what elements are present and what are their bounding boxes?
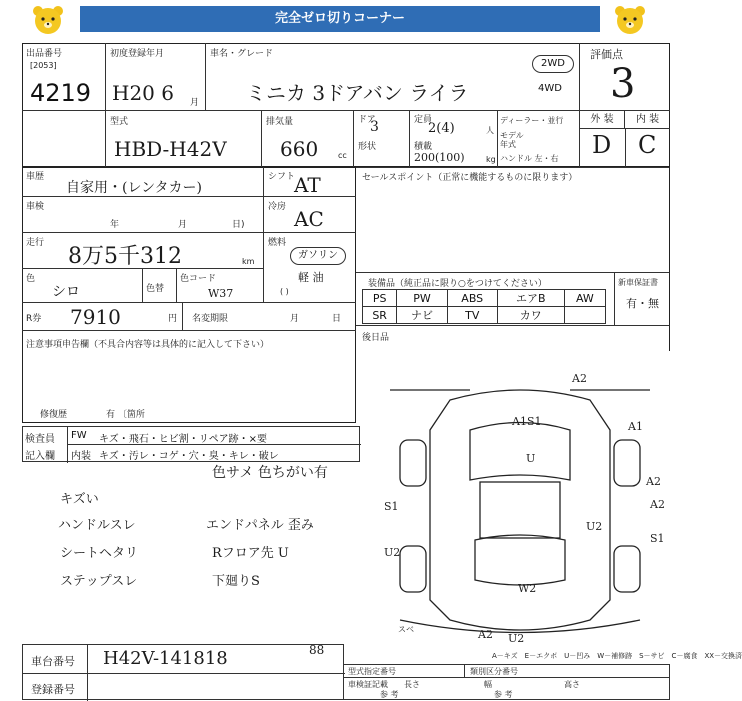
note-right-3: 下廻りS <box>212 574 260 589</box>
displacement-unit: cc <box>338 151 347 160</box>
load-unit: kg <box>486 155 496 164</box>
note-color: 色サメ 色ちがい有 <box>212 465 328 481</box>
car-name-cell <box>206 43 526 111</box>
cert-box <box>344 664 670 700</box>
damage-mark: U2 <box>586 520 603 533</box>
dim-label: 車検証記載 <box>348 680 388 689</box>
mileage-label: 走行 <box>26 238 45 248</box>
header-banner <box>0 0 700 40</box>
mascot-bear-icon <box>612 4 648 36</box>
exterior-label: 外 装 <box>580 111 625 129</box>
ac-value: AC <box>294 207 324 231</box>
capacity-cell <box>410 111 498 167</box>
chassis-hline <box>23 673 345 674</box>
damage-mark: U2 <box>508 632 525 645</box>
repair-label: 修復歴 <box>40 410 68 420</box>
inspection-label: 車検 <box>26 202 45 212</box>
mileage-row <box>22 233 264 269</box>
windshield <box>470 423 570 481</box>
history-label: 車歴 <box>26 172 45 182</box>
lot-number: 4219 <box>30 79 92 107</box>
note-left-2: ハンドルスレ <box>58 518 136 533</box>
equipment-table <box>362 289 606 324</box>
inspection-day: 日) <box>232 220 245 230</box>
doors-label: ドア <box>358 115 376 125</box>
fuel-gasoline: ガソリン <box>290 247 346 265</box>
color-value: シロ <box>52 284 80 300</box>
displacement-value: 660 <box>280 137 319 161</box>
color-code-label: 色コード <box>180 274 217 284</box>
fuel-diesel: 軽 油 <box>298 271 324 284</box>
fw-items: キズ・飛石・ヒビ割・リペア跡・×要 <box>99 434 267 445</box>
inspection-year: 年 <box>110 220 120 230</box>
damage-mark: A2 <box>478 628 493 641</box>
damage-mark: A1 <box>628 420 643 433</box>
grade-cell <box>580 43 670 111</box>
length-label: 長さ <box>404 680 420 689</box>
note-left-4: ステップスレ <box>60 574 138 589</box>
note-right-1: エンドパネル 歪み <box>206 518 314 533</box>
chassis-label: 車台番号 <box>31 655 75 668</box>
history-value: 自家用・(レンタカー) <box>66 180 203 196</box>
rear-window <box>475 535 565 585</box>
ref-label-1: 参 考 <box>380 690 399 699</box>
interior-value: C <box>638 131 657 159</box>
reg-month-unit: 月 <box>190 98 200 108</box>
damage-mark: U2 <box>384 546 401 559</box>
front-left-wheel <box>400 440 426 486</box>
reg-year-value: H20 6 <box>112 81 174 105</box>
r-ken-row <box>22 303 356 331</box>
grade-value: 3 <box>610 61 636 107</box>
displacement-cell <box>262 111 354 167</box>
equip-sr: SR <box>363 307 397 324</box>
cert-vline <box>464 665 465 677</box>
rear-left-wheel <box>400 546 426 592</box>
sales-point-label: セールスポイント（正常に機能するものに限ります） <box>362 173 578 183</box>
fw-label: FW <box>71 430 87 441</box>
banner-title: 完全ゼロ切りコーナー <box>80 6 600 32</box>
lot-label: 出品番号 <box>26 49 63 59</box>
class-no-label: 類別区分番号 <box>470 667 518 676</box>
rear-right-wheel <box>614 546 640 592</box>
r-ken-unit: 円 <box>168 314 178 324</box>
shift-value: AT <box>294 173 321 197</box>
doors-cell <box>354 111 410 167</box>
capacity-unit: 人 <box>486 126 494 135</box>
shift-row <box>264 167 356 197</box>
capacity-label: 定員 <box>414 115 433 125</box>
note-left-1: キズい <box>60 492 99 507</box>
registration-label: 登録番号 <box>31 683 75 696</box>
model-year-label: モデル年式 <box>500 131 524 149</box>
type-cert-label: 型式指定番号 <box>348 667 396 676</box>
equip-abs: ABS <box>447 290 497 307</box>
equip-ps: PS <box>363 290 397 307</box>
r-ken-divider <box>182 303 183 331</box>
r-ken-label: R券 <box>26 314 42 324</box>
color-code-value: W37 <box>208 287 234 300</box>
ac-label: 冷房 <box>268 202 287 212</box>
cert-hline <box>344 677 670 678</box>
warranty-value: 有・無 <box>626 297 659 310</box>
ext-int-cell <box>580 111 670 167</box>
load-label: 積載 <box>414 142 433 152</box>
lot-code: [2053] <box>30 61 57 70</box>
reg-year-label: 初度登録年月 <box>110 49 165 59</box>
notes-box <box>22 331 356 423</box>
equipment-label: 装備品（純正品に限り○をつけてください） <box>368 279 547 289</box>
ac-row <box>264 197 356 233</box>
fuel-label: 燃料 <box>268 238 287 248</box>
name-change-label: 名変期限 <box>192 314 229 324</box>
color-change-label: 色替 <box>146 284 165 294</box>
dealer-cell <box>498 111 580 167</box>
shape-label: 形状 <box>358 142 377 152</box>
drive-2wd: 2WD <box>532 55 574 73</box>
ref-label-2: 参 考 <box>494 690 513 699</box>
damage-mark: S1 <box>650 532 665 545</box>
interior-label-2: 内装 <box>71 451 91 462</box>
chassis-box <box>22 644 344 700</box>
load-value: 200(100) <box>414 151 465 164</box>
entry-label: 記入欄 <box>25 451 55 462</box>
r-ken-value: 7910 <box>70 305 121 329</box>
capacity-value: 2(4) <box>428 121 455 136</box>
chassis-value: H42V-141818 <box>103 648 228 669</box>
equip-pw: PW <box>397 290 447 307</box>
interior-items: キズ・汚レ・コゲ・穴・臭・キレ・破レ <box>99 451 279 462</box>
handle-label: ハンドル 左・右 <box>500 154 559 163</box>
grade-label: 評価点 <box>590 48 623 61</box>
damage-legend: A－キズ E－エクボ U－凹み W－補修跡 S－サビ C－腐食 XX－交換済 <box>492 652 742 660</box>
inspection-row <box>22 197 264 233</box>
warranty-label: 新車保証書 <box>618 278 658 287</box>
car-damage-diagram <box>360 370 680 650</box>
lot-cell <box>22 43 106 111</box>
inspector-box <box>22 426 360 462</box>
inspection-month: 月 <box>178 220 188 230</box>
chassis-extra: 88 <box>309 643 325 657</box>
inspector-divider <box>67 427 68 463</box>
equip-navi: ナビ <box>397 307 447 324</box>
drive-4wd: 4WD <box>538 83 562 94</box>
model-label: 型式 <box>110 117 129 127</box>
note-left-3: シートヘタリ <box>60 546 139 561</box>
warranty-divider <box>614 273 615 325</box>
ext-int-divider <box>625 129 626 167</box>
damage-mark: W2 <box>518 582 537 595</box>
exterior-value: D <box>592 131 612 159</box>
name-change-day: 日 <box>332 314 342 324</box>
equipment-box <box>356 273 670 325</box>
damage-mark: U <box>526 452 536 465</box>
car-name-value: ミニカ 3ドアバン ライラ <box>246 81 469 105</box>
damage-mark: A2 <box>646 475 661 488</box>
mileage-value: 8万5千312 <box>68 244 182 269</box>
rear-seat-label: 後日品 <box>362 333 390 343</box>
color-divider <box>142 269 143 303</box>
history-row <box>22 167 264 197</box>
height-label: 高さ <box>564 680 580 689</box>
fuel-other: ( ) <box>280 287 289 296</box>
equip-airbag: エアB <box>497 290 564 307</box>
repair-value: 有 〔箇所 <box>106 410 145 420</box>
equip-tv: TV <box>447 307 497 324</box>
width-label: 幅 <box>484 680 492 689</box>
front-right-wheel <box>614 440 640 486</box>
note-right-2: Rフロア先 U <box>212 546 289 561</box>
equip-aw: AW <box>564 290 605 307</box>
model-value: HBD-H42V <box>114 137 227 161</box>
drive-cell <box>526 43 580 111</box>
displacement-label: 排気量 <box>266 117 294 127</box>
name-change-month: 月 <box>290 314 300 324</box>
equip-blank <box>564 307 605 324</box>
mileage-unit: km <box>242 257 255 266</box>
interior-label: 内 装 <box>625 111 670 129</box>
fuel-cell <box>264 233 356 303</box>
equip-leather: カワ <box>497 307 564 324</box>
reg-year-cell <box>106 43 206 111</box>
doors-value: 3 <box>370 119 379 135</box>
damage-mark: A2 <box>650 498 665 511</box>
sales-point-box <box>356 167 670 273</box>
color-row <box>22 269 264 303</box>
color-divider-2 <box>176 269 177 303</box>
car-name-label: 車名・グレード <box>210 49 274 59</box>
roof <box>480 482 560 538</box>
notes-label: 注意事項申告欄（不具合内容等は具体的に記入して下さい） <box>26 340 270 350</box>
mascot-bear-icon <box>30 4 66 36</box>
color-label: 色 <box>26 274 36 284</box>
damage-mark: A2 <box>572 372 587 385</box>
damage-mark: S1 <box>384 500 399 513</box>
shift-label: シフト <box>268 172 296 182</box>
inspector-label: 検査員 <box>25 434 55 445</box>
model-cell <box>106 111 262 167</box>
rear-seat-box <box>356 325 670 351</box>
chassis-vline <box>87 645 88 701</box>
damage-mark: A1S1 <box>512 415 542 428</box>
damage-mark: スベ <box>398 625 414 634</box>
dealer-label: ディーラー・並行 <box>500 116 564 125</box>
blank-cell <box>22 111 106 167</box>
